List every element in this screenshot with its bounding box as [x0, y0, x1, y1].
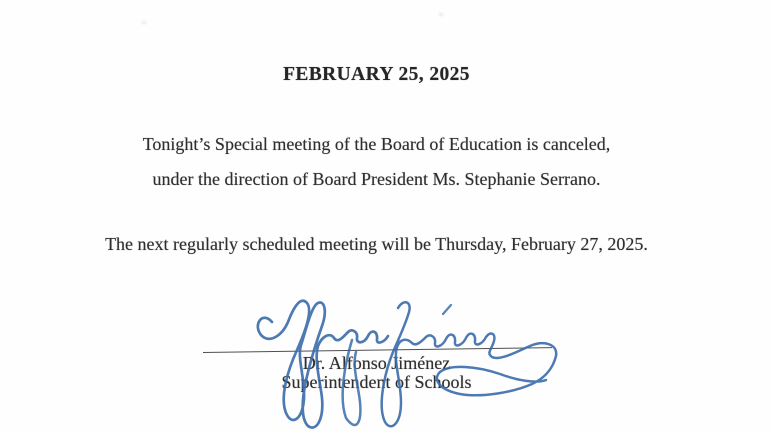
next-meeting-line: The next regularly scheduled meeting will be Thursday, February 27, 2025.	[105, 234, 648, 254]
cancellation-line-1: Tonight’s Special meeting of the Board of Education is canceled,	[142, 134, 611, 154]
signer-title: Superintendent of Schools	[281, 372, 472, 392]
signer-name: Dr. Alfonso Jiménez	[302, 353, 451, 373]
notice-date-heading: FEBRUARY 25, 2025	[283, 64, 470, 85]
cancellation-line-2: under the direction of Board President Ms. Stephanie Serrano.	[152, 169, 601, 189]
